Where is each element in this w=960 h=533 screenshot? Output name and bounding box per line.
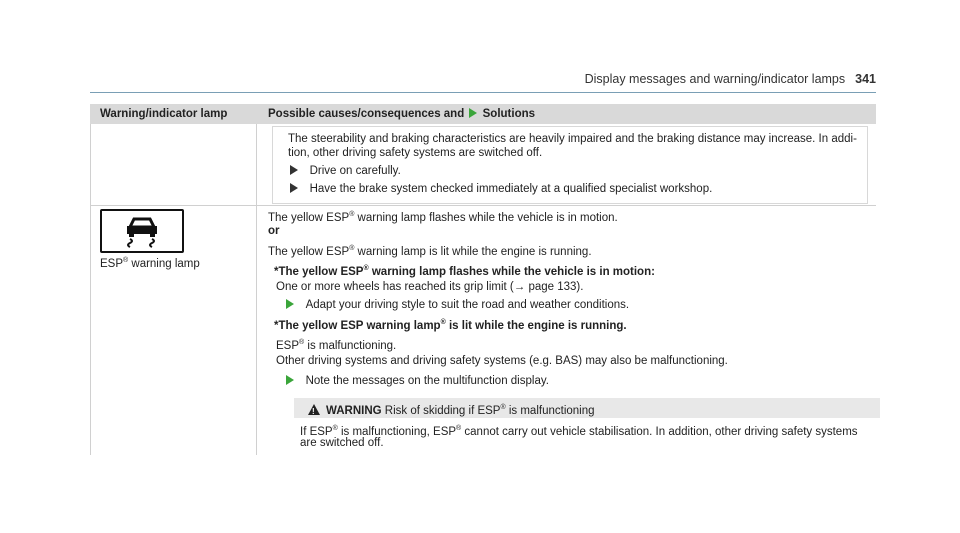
registered-mark: ® <box>456 425 462 432</box>
text: The yellow ESP <box>268 246 350 258</box>
table-header <box>90 104 876 124</box>
registered-mark: ® <box>500 404 506 411</box>
header-lamp-column: Warning/indicator lamp <box>100 108 228 120</box>
header-causes-column <box>268 108 535 120</box>
continued-step-1 <box>288 164 401 178</box>
continued-step-1-text: Drive on carefully. <box>309 165 401 177</box>
esp-lamp-label <box>100 254 200 271</box>
esp-skidding-car-icon <box>100 209 184 253</box>
text: is lit while the engine is running. <box>445 320 627 332</box>
continued-step-2 <box>288 182 712 196</box>
header-rule <box>90 92 876 93</box>
registered-mark: ® <box>299 339 305 346</box>
green-play-icon <box>469 108 477 118</box>
text: *The yellow ESP warning lamp <box>274 320 441 332</box>
esp-label-rest: warning lamp <box>128 258 200 270</box>
cause1-heading <box>274 262 655 279</box>
text: cannot carry out vehicle stabilisation. In addition, other driving safety systems <box>461 426 858 438</box>
page-number: 341 <box>855 72 876 86</box>
registered-mark: ® <box>349 211 355 218</box>
registered-mark: ® <box>349 245 355 252</box>
row-divider <box>90 205 876 206</box>
warning-body-line2: are switched off. <box>300 437 384 449</box>
warning-title: WARNING <box>326 405 382 417</box>
esp-line2 <box>268 242 592 259</box>
continued-paragraph-line2: tion, other driving safety systems are switched off. <box>288 147 543 159</box>
step-arrow-icon <box>286 375 294 385</box>
step-arrow-icon <box>290 165 298 175</box>
warning-body-line1 <box>300 422 858 439</box>
step-arrow-icon <box>286 299 294 309</box>
text: warning lamp is lit while the engine is running. <box>354 246 592 258</box>
esp-icon-graphic <box>102 211 182 251</box>
text: is malfunctioning. <box>304 340 397 352</box>
continued-paragraph-line1: The steerability and braking characteristics are heavily impaired and the braking distance may increase. In addi- <box>288 133 857 145</box>
registered-mark: ® <box>440 319 446 326</box>
text: warning lamp flashes while the vehicle is in motion. <box>354 212 618 224</box>
text: is malfunctioning, ESP <box>337 426 457 438</box>
text: *The yellow ESP <box>274 266 364 278</box>
warning-lamp-table <box>90 104 876 455</box>
step-arrow-icon <box>290 183 298 193</box>
header-causes-label: Possible causes/consequences and <box>268 108 465 120</box>
text: warning lamp flashes while the vehicle is in motion: <box>368 266 655 278</box>
cause2-heading <box>274 316 627 333</box>
cause1-text: One or more wheels has reached its grip limit (→ page 133). <box>276 281 584 293</box>
running-head-title: Display messages and warning/indicator lamps <box>584 72 846 86</box>
text: ESP <box>276 340 300 352</box>
registered-mark: ® <box>332 425 338 432</box>
text: The yellow ESP <box>268 212 350 224</box>
registered-mark: ® <box>363 265 369 272</box>
cause2-step <box>284 374 549 388</box>
registered-mark: ® <box>123 257 129 264</box>
warning-triangle-icon <box>308 404 320 415</box>
cause2-line2: Other driving systems and driving safety systems (e.g. BAS) may also be malfunctioning. <box>276 355 728 367</box>
text: Risk of skidding if ESP <box>384 405 501 417</box>
esp-or: or <box>268 225 280 237</box>
running-head <box>585 72 876 86</box>
cause1-step-text: Adapt your driving style to suit the road and weather conditions. <box>305 299 630 311</box>
header-solutions-label: Solutions <box>482 108 536 120</box>
column-divider <box>256 124 257 455</box>
cause1-step <box>284 298 629 312</box>
text: is malfunctioning <box>505 405 595 417</box>
cause2-step-text: Note the messages on the multifunction display. <box>305 375 549 387</box>
cause2-line1 <box>276 336 396 353</box>
esp-line1 <box>268 208 618 225</box>
text: If ESP <box>300 426 333 438</box>
warning-heading <box>308 401 595 418</box>
continued-step-2-text: Have the brake system checked immediately at a qualified specialist workshop. <box>309 183 713 195</box>
esp-label: ESP <box>100 258 124 270</box>
table-left-border <box>90 124 91 455</box>
